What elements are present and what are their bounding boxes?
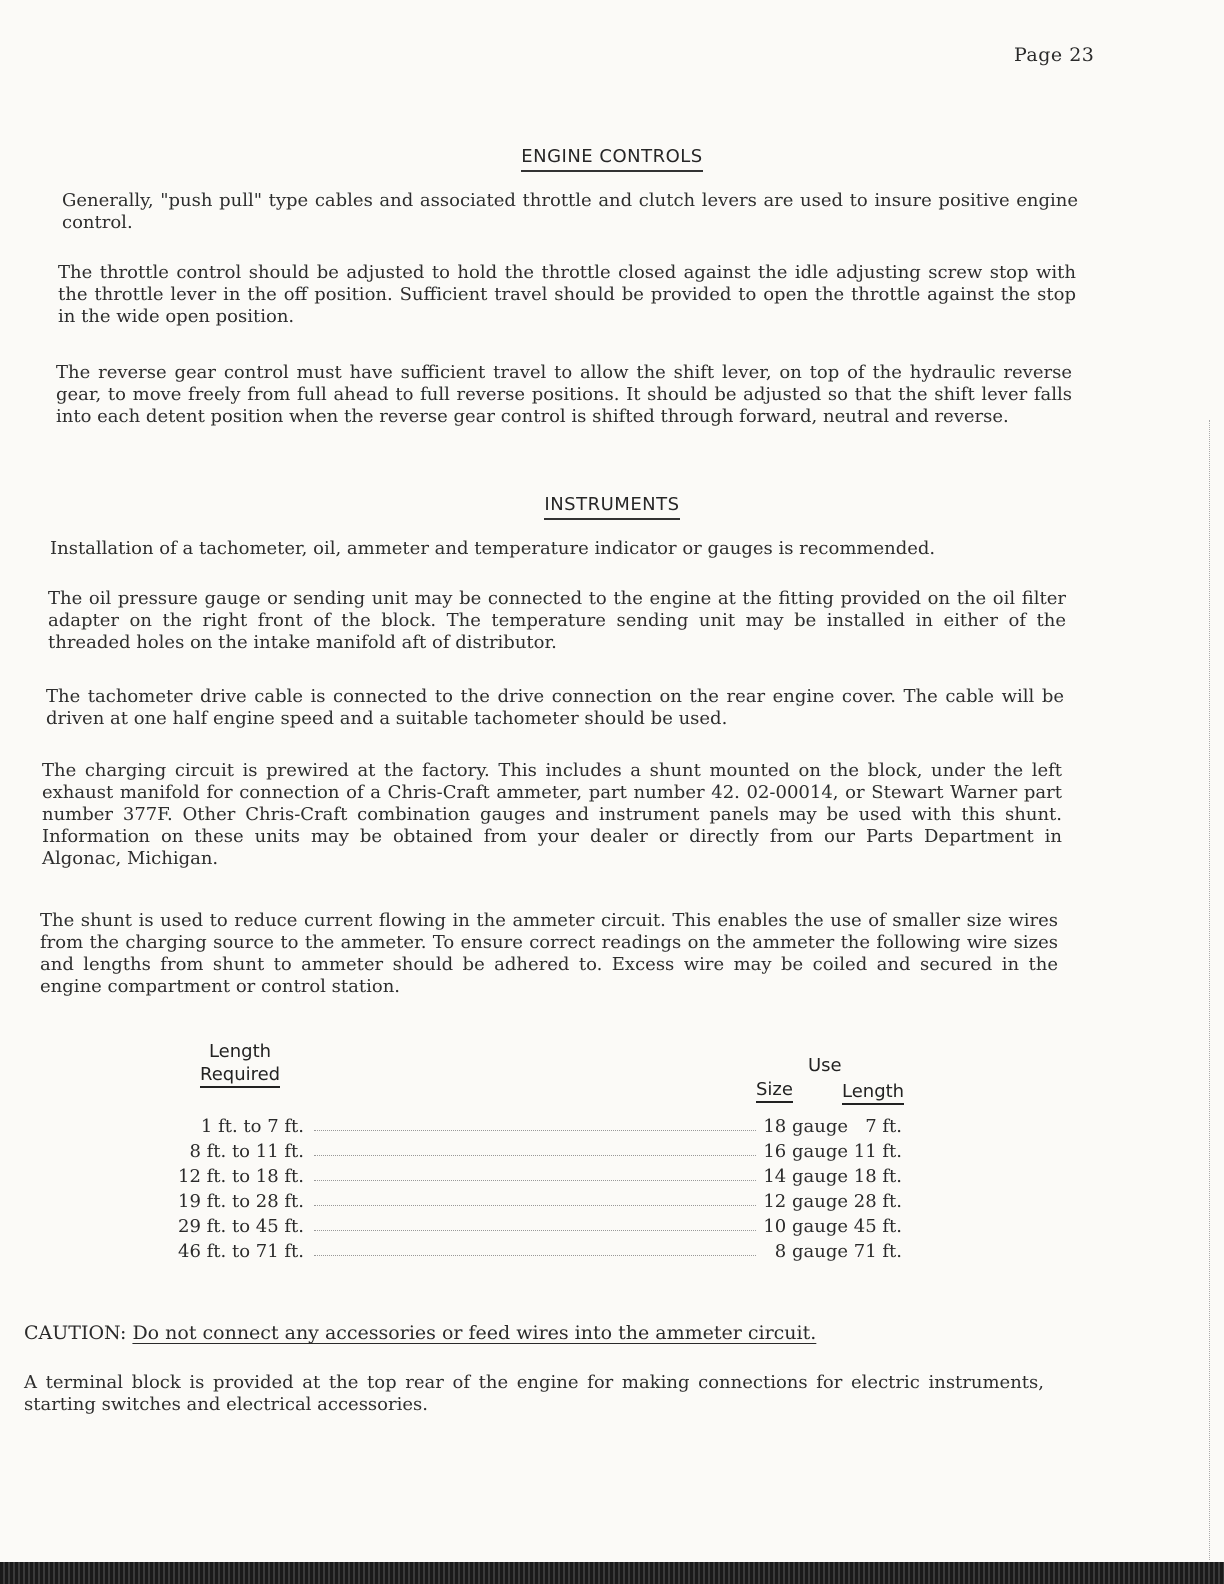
wire-size-table [168,1040,908,1270]
instruments-paragraph-3: The tachometer drive cable is connected to the drive connection on the rear engine cover. The cable will be driven at one half engine speed and a suitable tachometer should be used. [46,686,1064,729]
terminal-block-paragraph: A terminal block is provided at the top rear of the engine for making connections for electric instruments, starting switches and electrical accessories. [24,1372,1044,1415]
table-row: 29 ft. to 45 ft. 10 gauge 45 ft. [178,1216,902,1237]
engine-controls-paragraph-2: The throttle control should be adjusted to hold the throttle closed against the idle adjusting screw stop with the throttle lever in the off position. Sufficient travel should be provided to open the throttle against the stop in the wide open position. [58,262,1076,327]
leader-dots [314,1255,756,1256]
length-required-header: Length Required [200,1040,280,1086]
instruments-paragraph-2: The oil pressure gauge or sending unit may be connected to the engine at the fitting provided on the oil filter adapter on the right front of the block. The temperature sending unit may be installed in either of the threaded holes on the intake manifold aft of distributor. [48,588,1066,653]
instruments-paragraph-1: Installation of a tachometer, oil, ammeter and temperature indicator or gauges is recommended. [50,538,936,559]
table-row: 12 ft. to 18 ft. 14 gauge 18 ft. [178,1166,902,1187]
engine-controls-heading: ENGINE CONTROLS [0,146,1224,167]
table-row: 1 ft. to 7 ft. 18 gauge 7 ft. [200,1116,902,1137]
engine-controls-paragraph-3: The reverse gear control must have sufficient travel to allow the shift lever, on top of the hydraulic reverse gear, to move freely from full ahead to full reverse positions. It should be adjusted so that the shift lever falls into each detent position when the reverse gear control is shifted through forward, neutral and reverse. [56,362,1072,427]
leader-dots [314,1205,756,1206]
caution-text: Do not connect any accessories or feed wires into the ammeter circuit. [132,1322,817,1344]
leader-dots [314,1230,756,1231]
leader-dots [314,1130,756,1131]
engine-controls-paragraph-1: Generally, "push pull" type cables and associated throttle and clutch levers are used to insure positive engine control. [62,190,1078,233]
instruments-paragraph-5: The shunt is used to reduce current flowing in the ammeter circuit. This enables the use of smaller size wires from the charging source to the ammeter. To ensure correct readings on the ammeter the following wire sizes and lengths from shunt to ammeter should be adhered to. Excess wire may be coiled and secured in the engine compartment or control station. [40,910,1058,997]
table-row: 46 ft. to 71 ft. 8 gauge 71 ft. [178,1241,902,1262]
leader-dots [314,1155,756,1156]
scan-bottom-strip [0,1562,1224,1584]
leader-dots [314,1180,756,1181]
page-number: Page 23 [1014,44,1095,66]
size-header: Size [756,1078,793,1101]
table-row: 8 ft. to 11 ft. 16 gauge 11 ft. [189,1141,902,1162]
caution-notice [24,1322,816,1344]
table-row: 19 ft. to 28 ft. 12 gauge 28 ft. [178,1191,902,1212]
use-header: Use [808,1055,842,1076]
scan-edge-mark [1209,420,1212,1560]
instruments-heading: INSTRUMENTS [0,494,1224,515]
use-length-header: Length [842,1080,904,1103]
caution-label: CAUTION: [24,1322,127,1344]
instruments-paragraph-4: The charging circuit is prewired at the factory. This includes a shunt mounted on the block, under the left exhaust manifold for connection of a Chris-Craft ammeter, part number 42. 02-00014, or Stewart Warner part number 377F. Other Chris-Craft combination gauges and instrument panels may be used with this shunt. Information on these units may be obtained from your dealer or directly from our Parts Department in Algonac, Michigan. [42,760,1062,869]
